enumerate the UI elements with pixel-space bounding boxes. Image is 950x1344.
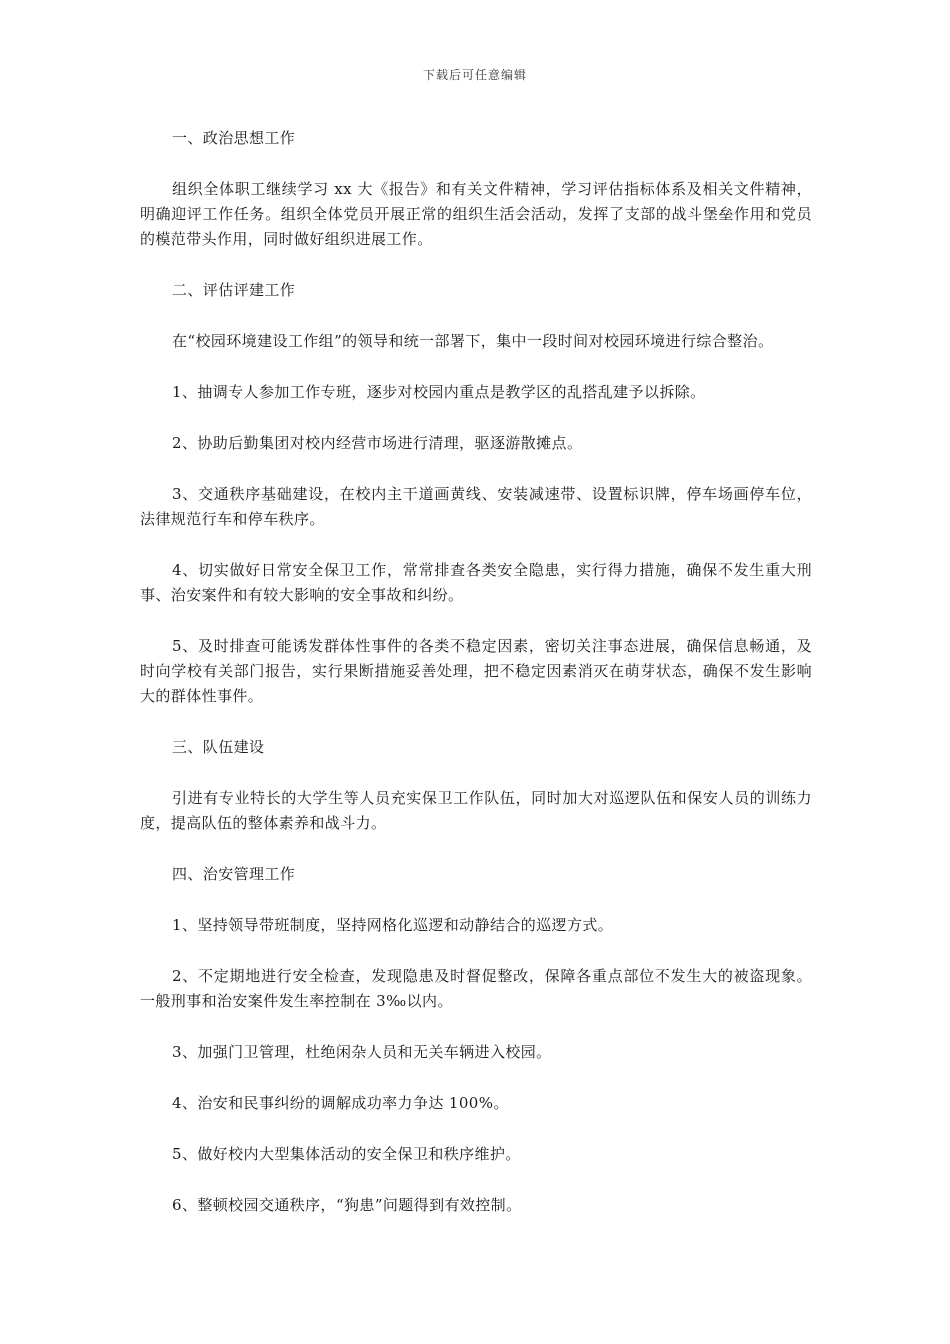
list-item-security-4: 4、治安和民事纠纷的调解成功率力争达 100%。	[172, 1094, 509, 1112]
list-item-evaluation-4: 4、切实做好日常安全保卫工作，常常排查各类安全隐患，实行得力措施，确保不发生重大刑事、治安案件和有较大影响的安全事故和纠纷。	[140, 561, 812, 604]
list-item-evaluation-2: 2、协助后勤集团对校内经营市场进行清理，驱逐游散摊点。	[172, 434, 583, 452]
list-item-evaluation-1: 1、抽调专人参加工作专班，逐步对校园内重点是教学区的乱搭乱建予以拆除。	[172, 383, 706, 401]
page-header-note: 下载后可任意编辑	[422, 68, 527, 82]
section-heading-evaluation: 二、评估评建工作	[172, 281, 296, 299]
paragraph-evaluation-intro: 在“校园环境建设工作组”的领导和统一部署下，集中一段时间对校园环境进行综合整治。	[172, 332, 774, 350]
section-heading-team: 三、队伍建设	[172, 738, 265, 756]
section-heading-security: 四、治安管理工作	[172, 865, 296, 883]
list-item-security-2: 2、不定期地进行安全检查，发现隐患及时督促整改，保障各重点部位不发生大的被盗现象。一般刑事和治安案件发生率控制在 3‰以内。	[140, 967, 812, 1010]
section-heading-politics: 一、政治思想工作	[172, 129, 296, 147]
list-item-security-3: 3、加强门卫管理，杜绝闲杂人员和无关车辆进入校园。	[172, 1043, 552, 1061]
paragraph-team: 引进有专业特长的大学生等人员充实保卫工作队伍，同时加大对巡逻队伍和保安人员的训练力度，提高队伍的整体素养和战斗力。	[140, 789, 812, 832]
list-item-security-6: 6、整顿校园交通秩序，“狗患”问题得到有效控制。	[172, 1196, 522, 1214]
document-body	[140, 126, 812, 1244]
list-item-security-1: 1、坚持领导带班制度，坚持网格化巡逻和动静结合的巡逻方式。	[172, 916, 614, 934]
list-item-evaluation-5: 5、及时排查可能诱发群体性事件的各类不稳定因素，密切关注事态进展，确保信息畅通，及时向学校有关部门报告，实行果断措施妥善处理，把不稳定因素消灭在萌芽状态，确保不发生影响大的群体性事件。	[140, 637, 812, 705]
list-item-security-5: 5、做好校内大型集体活动的安全保卫和秩序维护。	[172, 1145, 521, 1163]
paragraph-politics: 组织全体职工继续学习 xx 大《报告》和有关文件精神，学习评估指标体系及相关文件精神，明确迎评工作任务。组织全体党员开展正常的组织生活会活动，发挥了支部的战斗堡垒作用和党员的模范带头作用，同时做好组织进展工作。	[140, 180, 812, 248]
list-item-evaluation-3: 3、交通秩序基础建设，在校内主干道画黄线、安装减速带、设置标识牌，停车场画停车位，法律规范行车和停车秩序。	[140, 485, 812, 528]
